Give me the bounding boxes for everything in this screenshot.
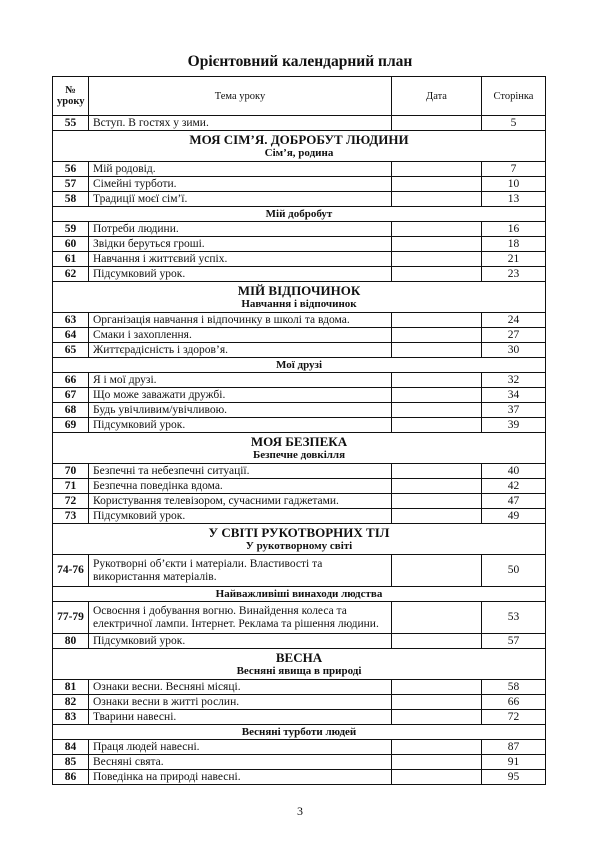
lesson-page: 57: [482, 634, 546, 649]
lesson-number: 73: [53, 509, 89, 524]
section-row: [53, 131, 546, 162]
lesson-topic: Користування телевізором, сучасними гаджетами.: [89, 494, 392, 509]
lesson-topic: Вступ. В гостях у зими.: [89, 116, 392, 131]
lesson-number: 77-79: [53, 602, 89, 634]
lesson-page: 24: [482, 313, 546, 328]
lesson-date: [392, 388, 482, 403]
lesson-topic: Організація навчання і відпочинку в школі та вдома.: [89, 313, 392, 328]
lesson-date: [392, 464, 482, 479]
lesson-row: [53, 313, 546, 328]
lesson-number: 84: [53, 740, 89, 755]
lesson-page: 18: [482, 237, 546, 252]
lesson-page: 30: [482, 343, 546, 358]
lesson-number: 67: [53, 388, 89, 403]
lesson-page: 39: [482, 418, 546, 433]
subsection-row: [53, 725, 546, 740]
lesson-page: 91: [482, 755, 546, 770]
subsection-row: [53, 587, 546, 602]
lesson-date: [392, 755, 482, 770]
lesson-date: [392, 680, 482, 695]
lesson-number: 71: [53, 479, 89, 494]
lesson-topic: Ознаки весни в житті рослин.: [89, 695, 392, 710]
lesson-page: 49: [482, 509, 546, 524]
lesson-date: [392, 328, 482, 343]
lesson-number: 63: [53, 313, 89, 328]
lesson-number: 60: [53, 237, 89, 252]
section-subtitle: У рукотворному світі: [245, 540, 353, 552]
lesson-page: 66: [482, 695, 546, 710]
lesson-number: 86: [53, 770, 89, 785]
lesson-topic: Ознаки весни. Весняні місяці.: [89, 680, 392, 695]
lesson-page: 50: [482, 555, 546, 587]
lesson-page: 40: [482, 464, 546, 479]
lesson-number: 83: [53, 710, 89, 725]
lesson-number: 58: [53, 192, 89, 207]
lesson-topic: Потреби людини.: [89, 222, 392, 237]
lesson-page: 32: [482, 373, 546, 388]
section-title: МОЯ БЕЗПЕКА: [250, 434, 348, 449]
section-heading: [53, 433, 546, 464]
lesson-date: [392, 602, 482, 634]
calendar-plan-table: [52, 76, 546, 785]
lesson-number: 62: [53, 267, 89, 282]
page-title: Орієнтовний календарний план: [187, 53, 413, 70]
lesson-topic: Підсумковий урок.: [89, 509, 392, 524]
lesson-row: [53, 267, 546, 282]
lesson-topic: Смаки і захоплення.: [89, 328, 392, 343]
lesson-row: [53, 755, 546, 770]
lesson-topic: Поведінка на природі навесні.: [89, 770, 392, 785]
lesson-date: [392, 555, 482, 587]
subsection-title: Мій добробут: [53, 207, 546, 222]
lesson-date: [392, 343, 482, 358]
lesson-date: [392, 403, 482, 418]
lesson-topic: Підсумковий урок.: [89, 634, 392, 649]
lesson-topic: Будь увічливим/увічливою.: [89, 403, 392, 418]
lesson-topic: Весняні свята.: [89, 755, 392, 770]
header-lesson-number: № уроку: [53, 77, 89, 116]
section-row: [53, 433, 546, 464]
lesson-number: 55: [53, 116, 89, 131]
lesson-page: 58: [482, 680, 546, 695]
lesson-date: [392, 494, 482, 509]
lesson-date: [392, 695, 482, 710]
lesson-number: 66: [53, 373, 89, 388]
lesson-page: 5: [482, 116, 546, 131]
lesson-row: [53, 770, 546, 785]
lesson-page: 27: [482, 328, 546, 343]
section-title: У СВІТІ РУКОТВОРНИХ ТІЛ: [208, 525, 390, 540]
section-heading: [53, 649, 546, 680]
lesson-row: [53, 373, 546, 388]
lesson-number: 74-76: [53, 555, 89, 587]
lesson-number: 82: [53, 695, 89, 710]
lesson-topic: Тварини навесні.: [89, 710, 392, 725]
lesson-date: [392, 740, 482, 755]
lesson-number: 57: [53, 177, 89, 192]
lesson-topic: Звідки беруться гроші.: [89, 237, 392, 252]
lesson-row: [53, 403, 546, 418]
lesson-page: 37: [482, 403, 546, 418]
section-heading: [53, 524, 546, 555]
lesson-row: [53, 695, 546, 710]
lesson-row: [53, 328, 546, 343]
section-row: [53, 649, 546, 680]
lesson-date: [392, 313, 482, 328]
lesson-date: [392, 252, 482, 267]
lesson-topic: Життєрадісність і здоров’я.: [89, 343, 392, 358]
lesson-page: 21: [482, 252, 546, 267]
lesson-page: 23: [482, 267, 546, 282]
lesson-number: 81: [53, 680, 89, 695]
lesson-page: 16: [482, 222, 546, 237]
lesson-topic: Сімейні турботи.: [89, 177, 392, 192]
lesson-number: 69: [53, 418, 89, 433]
lesson-topic: Підсумковий урок.: [89, 267, 392, 282]
lesson-row: [53, 162, 546, 177]
lesson-topic: Безпечні та небезпечні ситуації.: [89, 464, 392, 479]
lesson-page: 42: [482, 479, 546, 494]
lesson-row: [53, 343, 546, 358]
lesson-date: [392, 192, 482, 207]
lesson-date: [392, 267, 482, 282]
lesson-row: [53, 177, 546, 192]
lesson-page: 72: [482, 710, 546, 725]
header-topic: Тема уроку: [89, 77, 392, 116]
lesson-date: [392, 479, 482, 494]
lesson-row: [53, 222, 546, 237]
lesson-number: 80: [53, 634, 89, 649]
lesson-number: 59: [53, 222, 89, 237]
subsection-title: Найважливіші винаходи людства: [53, 587, 546, 602]
lesson-date: [392, 237, 482, 252]
lesson-row: [53, 418, 546, 433]
lesson-row: [53, 509, 546, 524]
lesson-topic: Мій родовід.: [89, 162, 392, 177]
section-subtitle: Безпечне довкілля: [252, 449, 346, 461]
lesson-row: [53, 710, 546, 725]
lesson-topic: Праця людей навесні.: [89, 740, 392, 755]
subsection-row: [53, 358, 546, 373]
lesson-date: [392, 373, 482, 388]
lesson-number: 72: [53, 494, 89, 509]
lesson-date: [392, 418, 482, 433]
table-header-row: [53, 77, 546, 116]
lesson-topic: Освоєння і добування вогню. Винайдення колеса та електричної лампи. Інтернет. Реклама та рішення людини.: [89, 602, 392, 634]
lesson-row: [53, 388, 546, 403]
lesson-page: 7: [482, 162, 546, 177]
lesson-row: [53, 479, 546, 494]
lesson-page: 87: [482, 740, 546, 755]
lesson-date: [392, 710, 482, 725]
lesson-row: [53, 740, 546, 755]
section-heading: [53, 282, 546, 313]
lesson-topic: Що може заважати дружбі.: [89, 388, 392, 403]
lesson-row: [53, 464, 546, 479]
lesson-page: 95: [482, 770, 546, 785]
lesson-date: [392, 116, 482, 131]
lesson-topic: Навчання і життєвий успіх.: [89, 252, 392, 267]
lesson-row: [53, 494, 546, 509]
lesson-row: [53, 237, 546, 252]
subsection-title: Весняні турботи людей: [53, 725, 546, 740]
lesson-page: 47: [482, 494, 546, 509]
section-row: [53, 524, 546, 555]
lesson-number: 64: [53, 328, 89, 343]
lesson-topic: Рукотворні об’єкти і матеріали. Властивості та використання матеріалів.: [89, 555, 392, 587]
section-heading: [53, 131, 546, 162]
section-subtitle: Сім’я, родина: [264, 147, 334, 159]
lesson-topic: Підсумковий урок.: [89, 418, 392, 433]
lesson-date: [392, 162, 482, 177]
section-subtitle: Весняні явища в природі: [236, 665, 362, 677]
lesson-row: [53, 116, 546, 131]
header-page: Сторінка: [482, 77, 546, 116]
lesson-topic: Безпечна поведінка вдома.: [89, 479, 392, 494]
lesson-topic: Я і мої друзі.: [89, 373, 392, 388]
section-row: [53, 282, 546, 313]
section-title: МІЙ ВІДПОЧИНОК: [237, 283, 361, 298]
lesson-row: [53, 192, 546, 207]
section-subtitle: Навчання і відпочинок: [241, 298, 357, 310]
lesson-row: [53, 555, 546, 587]
section-title: МОЯ СІМ’Я. ДОБРОБУТ ЛЮДИНИ: [189, 132, 409, 147]
lesson-topic: Традиції моєї сім’ї.: [89, 192, 392, 207]
lesson-date: [392, 634, 482, 649]
lesson-page: 34: [482, 388, 546, 403]
lesson-row: [53, 602, 546, 634]
section-title: ВЕСНА: [275, 650, 323, 665]
lesson-number: 56: [53, 162, 89, 177]
lesson-date: [392, 770, 482, 785]
lesson-date: [392, 509, 482, 524]
table-body: [53, 116, 546, 785]
lesson-number: 65: [53, 343, 89, 358]
lesson-number: 85: [53, 755, 89, 770]
page-number: 3: [297, 804, 303, 818]
lesson-date: [392, 222, 482, 237]
header-date: Дата: [392, 77, 482, 116]
lesson-date: [392, 177, 482, 192]
lesson-row: [53, 634, 546, 649]
lesson-number: 70: [53, 464, 89, 479]
lesson-row: [53, 680, 546, 695]
lesson-page: 10: [482, 177, 546, 192]
lesson-row: [53, 252, 546, 267]
subsection-title: Мої друзі: [53, 358, 546, 373]
lesson-number: 61: [53, 252, 89, 267]
lesson-page: 53: [482, 602, 546, 634]
lesson-page: 13: [482, 192, 546, 207]
subsection-row: [53, 207, 546, 222]
lesson-number: 68: [53, 403, 89, 418]
